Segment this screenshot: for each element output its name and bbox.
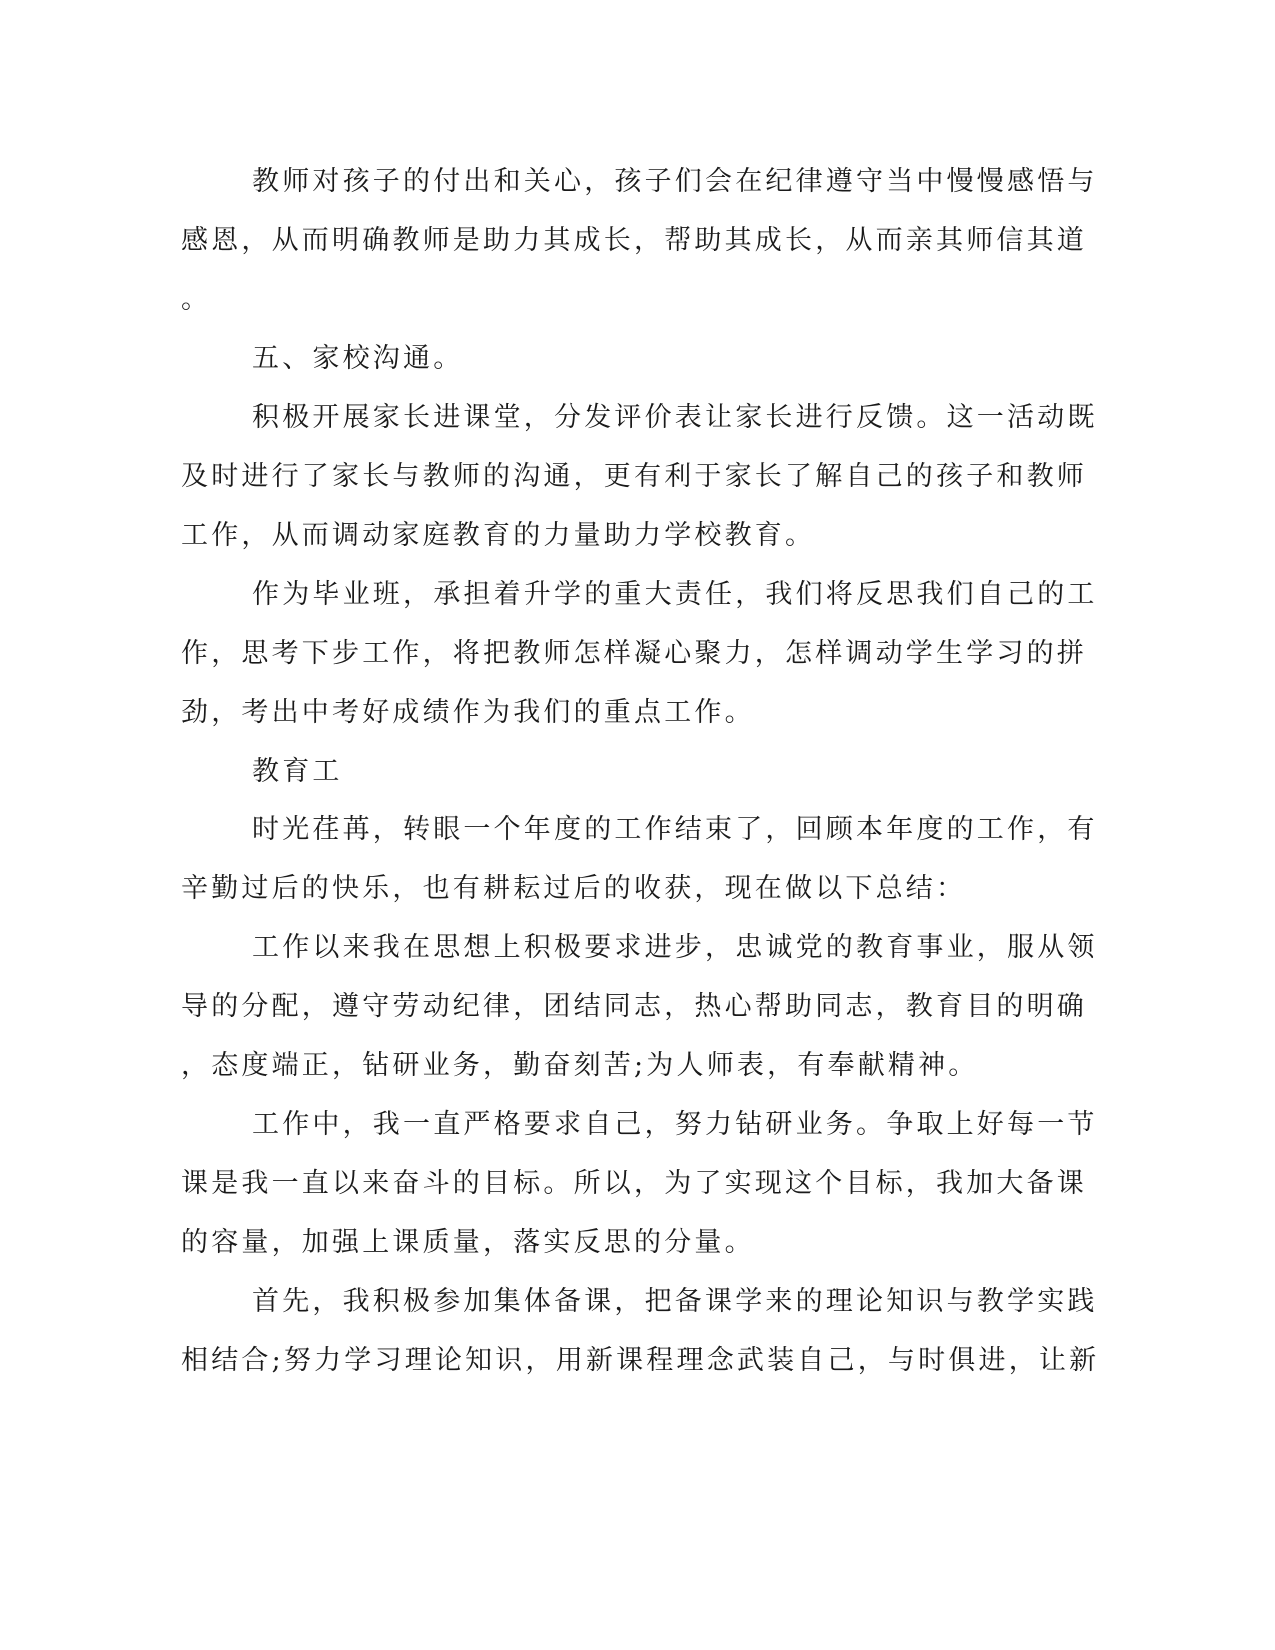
- section-heading: 五、家校沟通。: [252, 343, 464, 374]
- text-line: 辛勤过后的快乐，也有耕耘过后的收获，现在做以下总结：: [181, 873, 967, 904]
- text-line: 作为毕业班，承担着升学的重大责任，我们将反思我们自己的工: [252, 579, 1098, 610]
- text-line: ，态度端正，钻研业务，勤奋刻苦;为人师表，有奉献精神。: [181, 1050, 979, 1081]
- section-heading: 教育工: [252, 756, 343, 787]
- text-line: 时光荏苒，转眼一个年度的工作结束了，回顾本年度的工作，有: [252, 814, 1098, 845]
- text-line: 。: [181, 284, 212, 315]
- text-line: 工作中，我一直严格要求自己，努力钻研业务。争取上好每一节: [252, 1109, 1098, 1140]
- text-line: 感恩，从而明确教师是助力其成长，帮助其成长，从而亲其师信其道: [181, 225, 1087, 256]
- text-line: 的容量，加强上课质量，落实反思的分量。: [181, 1227, 755, 1258]
- text-line: 课是我一直以来奋斗的目标。所以，为了实现这个目标，我加大备课: [181, 1168, 1087, 1199]
- text-line: 工作，从而调动家庭教育的力量助力学校教育。: [181, 520, 816, 551]
- text-line: 及时进行了家长与教师的沟通，更有利于家长了解自己的孩子和教师: [181, 461, 1087, 492]
- text-line: 工作以来我在思想上积极要求进步，忠诚党的教育事业，服从领: [252, 932, 1098, 963]
- text-line: 积极开展家长进课堂，分发评价表让家长进行反馈。这一活动既: [252, 402, 1098, 433]
- text-line: 首先，我积极参加集体备课，把备课学来的理论知识与教学实践: [252, 1286, 1098, 1317]
- text-line: 教师对孩子的付出和关心，孩子们会在纪律遵守当中慢慢感悟与: [252, 166, 1098, 197]
- text-line: 劲，考出中考好成绩作为我们的重点工作。: [181, 697, 755, 728]
- text-line: 导的分配，遵守劳动纪律，团结同志，热心帮助同志，教育目的明确: [181, 991, 1087, 1022]
- text-line: 相结合;努力学习理论知识，用新课程理念武装自己，与时俱进，让新: [181, 1345, 1100, 1376]
- text-line: 作，思考下步工作，将把教师怎样凝心聚力，怎样调动学生学习的拼: [181, 638, 1087, 669]
